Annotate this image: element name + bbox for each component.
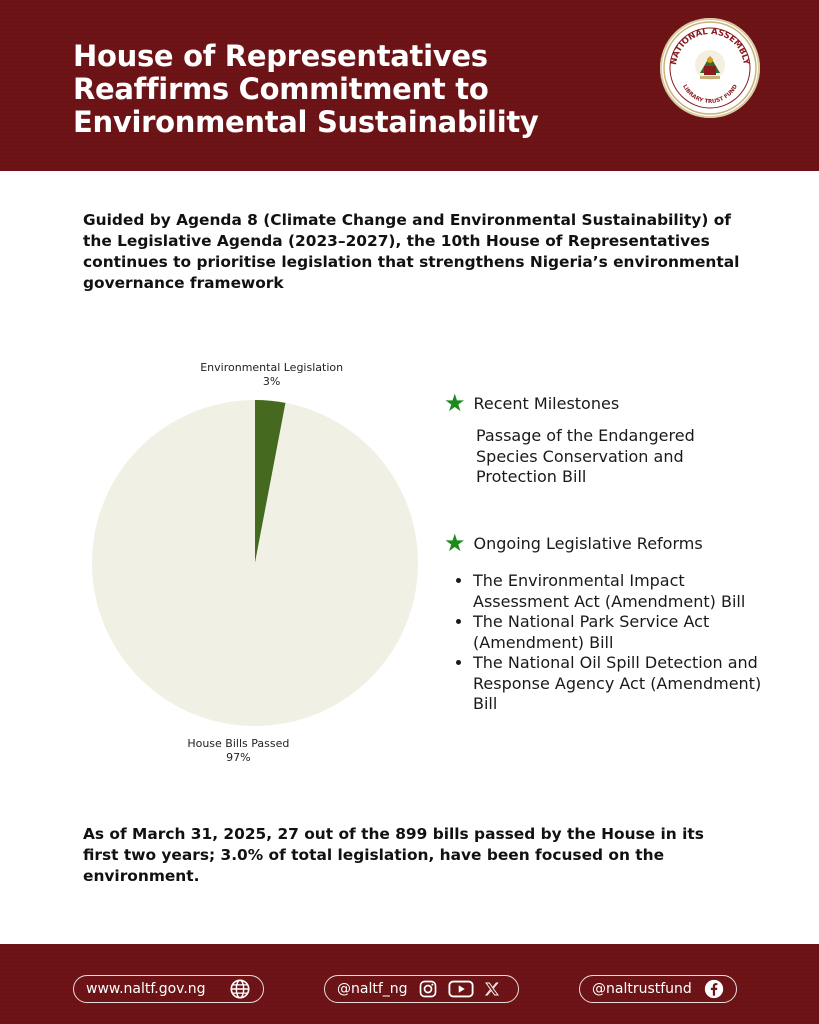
intro-text: Guided by Agenda 8 (Climate Change and Environmental Sustainability) of the Legislative Agenda (2023–2027), the 10th House of Representatives continues to prioritise legislation that strengthens Nigeria’s environmental governance framework xyxy=(83,211,740,292)
list-item: • The National Park Service Act (Amendment) Bill xyxy=(473,612,763,653)
website-link[interactable] xyxy=(73,975,264,1003)
list-item: • The Environmental Impact Assessment Act (Amendment) Bill xyxy=(473,571,763,612)
social-handle-link[interactable] xyxy=(324,975,519,1003)
svg-text:LIBRARY TRUST FUND: LIBRARY TRUST FUND xyxy=(681,83,739,106)
national-assembly-seal-logo xyxy=(660,18,760,118)
handle-label: @naltf_ng xyxy=(337,981,408,997)
page-title: House of Representatives Reaffirms Commitment to Environmental Sustainability xyxy=(73,39,539,139)
globe-icon xyxy=(229,978,251,1000)
slice-value-label: 3% xyxy=(262,374,281,388)
reforms-list xyxy=(455,571,763,715)
reforms-heading-label: Ongoing Legislative Reforms xyxy=(473,533,703,553)
instagram-icon[interactable] xyxy=(418,979,438,999)
website-label: www.naltf.gov.ng xyxy=(86,981,206,997)
facebook-icon[interactable] xyxy=(704,979,724,999)
milestones-heading-label: Recent Milestones xyxy=(473,393,620,413)
summary-text: As of March 31, 2025, 27 out of the 899 bills passed by the House in its first two years; 3.0% of total legislation, have been focused on the environment. xyxy=(83,825,704,885)
svg-text:NATIONAL ASSEMBLY: NATIONAL ASSEMBLY xyxy=(669,26,751,66)
star-icon: ★ xyxy=(444,529,466,557)
slice-value-label: 97% xyxy=(226,751,251,765)
slice-label: House Bills Passed xyxy=(187,737,290,751)
facebook-handle-link[interactable] xyxy=(579,975,737,1003)
x-icon[interactable] xyxy=(484,981,500,997)
milestones-text: Passage of the Endangered Species Conservation and Protection Bill xyxy=(476,426,695,486)
milestones-heading xyxy=(444,389,620,417)
handle-label: @naltrustfund xyxy=(592,981,692,997)
slice-label: Environmental Legislation xyxy=(200,360,344,374)
pie-chart xyxy=(80,355,440,775)
youtube-icon[interactable] xyxy=(448,979,474,999)
reforms-heading xyxy=(444,529,703,557)
pie-slice xyxy=(92,400,418,726)
star-icon: ★ xyxy=(444,389,466,417)
list-item: • The National Oil Spill Detection and Response Agency Act (Amendment) Bill xyxy=(473,653,763,715)
